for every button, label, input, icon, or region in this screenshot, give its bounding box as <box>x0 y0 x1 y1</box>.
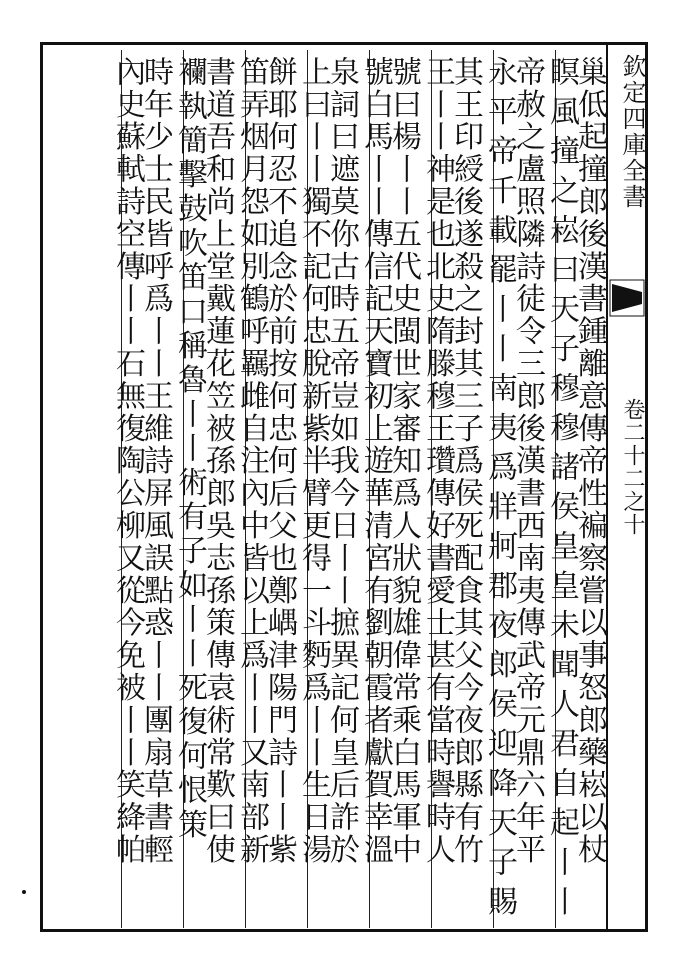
page-edge-mark <box>22 890 26 894</box>
text-column-14: 襴執簡擊鼓吹笛口稱魯丨丨術有子如丨丨死復何恨策 <box>172 56 207 843</box>
text-column-10: 上曰丨丨獨不記何忠脫新紫半臂更得一斗麪爲丨丨生日湯 <box>296 56 331 866</box>
text-column-2: 瞑風撞之崧曰天子穆穆諸侯皇皇未聞人君自起丨丨 <box>544 56 579 925</box>
text-column-8: 號白馬丨丨傳信記天寶初上遊華清宮有劉朝霞者獻賀幸溫 <box>358 56 393 866</box>
text-column-6: 王丨丨神是也北史隋滕穆王瓚傳好書愛士甚有當時譽時人 <box>420 56 455 866</box>
text-column-7: 號曰楊丨丨五代史閩世家審知爲人狀貌雄偉常乘白馬軍中 <box>386 56 421 866</box>
text-column-16: 內史蘇軾詩空傳丨丨石無復陶公柳又從今免被丨丨笑絳帕 <box>110 56 145 866</box>
text-column-4: 永平帝千載罷丨丨南夷爲牂牁郡夜郎侯迎降天子賜 <box>482 56 517 925</box>
text-column-12: 笛弄烟月怨如別鶴呼羈雌自注內中皆以上爲丨丨又南部新 <box>234 56 269 866</box>
text-column-13: 書道吾和尚上堂戴蓮花笠被孫郎吳志孫策傳袁術常歎曰使 <box>200 56 235 866</box>
text-column-11: 餅耶何忍不追念於前按何忠何后父也鄭嵎津陽門詩丨丨紫 <box>262 56 297 866</box>
volume-label: 卷二十二之十 <box>620 398 645 536</box>
text-column-9: 泉詞曰遮莫你古時五帝豈如我今日丨丨摭異記何皇后詐於 <box>324 56 359 866</box>
book-title: 欽定四庫全書 <box>618 54 646 210</box>
text-column-3: 帝赦之盧照隣詩徒令三郎後漢書西南夷傳武帝元鼎六年平 <box>510 56 545 866</box>
text-column-5: 其王印綬後遂殺之封其三子爲侯死配食其父今夜郎縣有竹 <box>448 56 483 866</box>
fish-tail-mark-icon <box>608 278 646 318</box>
text-column-15: 時年少士民皆呼爲丨丨王維詩屏風誤點惑丨丨團扇草書輕 <box>138 56 173 866</box>
text-column-1: 巢低起撞郎後漢書鍾離意傳帝性褊察嘗以事怒郎藥崧以杖 <box>572 56 607 866</box>
